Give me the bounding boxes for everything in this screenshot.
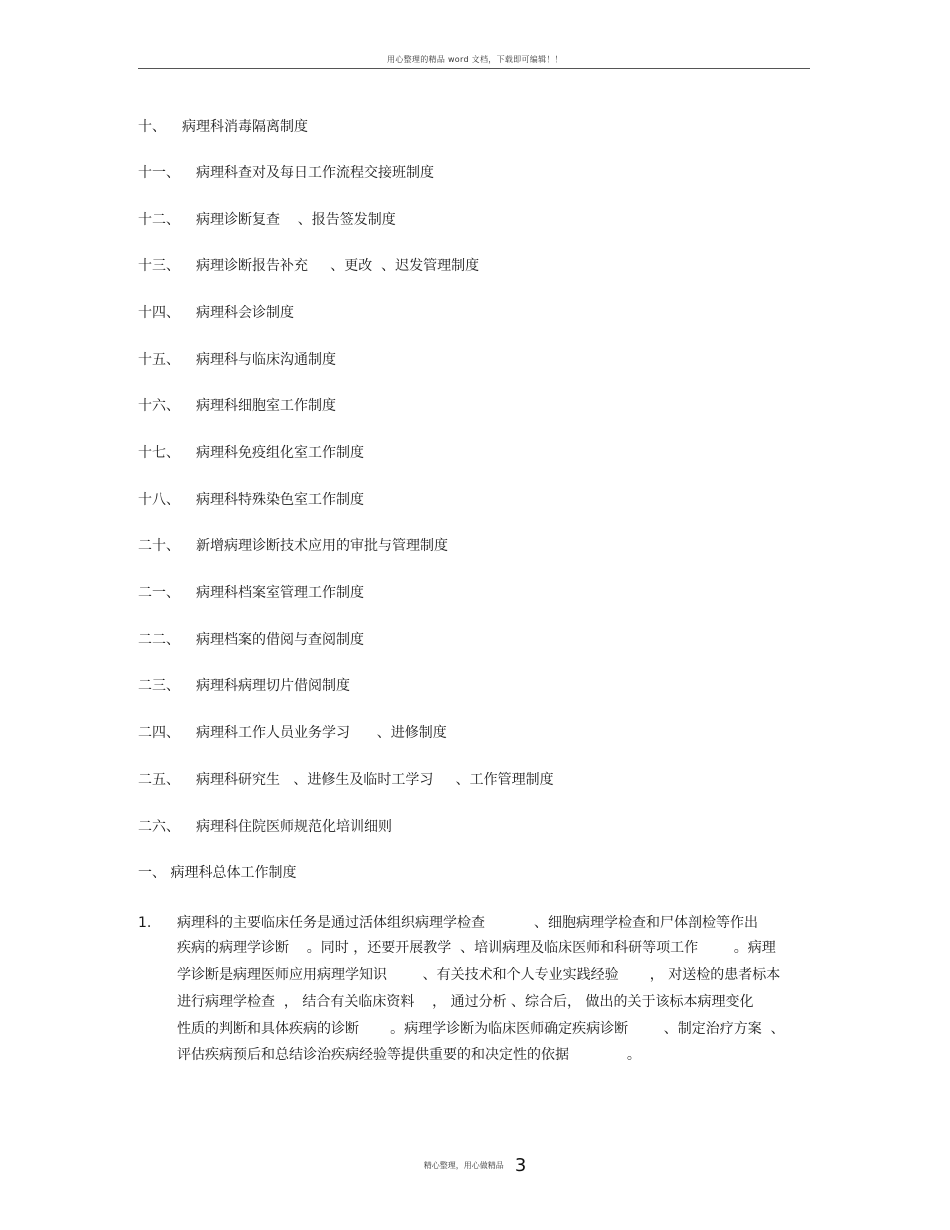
toc-item	[138, 444, 364, 462]
toc-item-number: 十、	[138, 119, 166, 135]
page-footer	[0, 1155, 950, 1176]
toc-item-number: 十七、	[138, 445, 180, 461]
toc-item	[138, 211, 396, 229]
paragraph-line: 进行病理学检查 ， 结合有关临床资料 ， 通过分析 、综合后， 做出的关于该标本病理变化	[177, 994, 754, 1010]
toc-item-number: 十四、	[138, 305, 180, 321]
toc-item-title: 病理科研究生 、进修生及临时工学习 、工作管理制度	[196, 772, 554, 788]
toc-item-number: 十一、	[138, 165, 180, 181]
toc-item-number: 二六、	[138, 819, 180, 835]
paragraph-line: 性质的判断和具体疾病的诊断 。病理学诊断为临床医师确定疾病诊断 、制定治疗方案 、	[177, 1021, 785, 1037]
section-heading: 一、 病理科总体工作制度	[138, 865, 297, 881]
toc-item-number: 十八、	[138, 492, 180, 508]
toc-item-number: 十六、	[138, 398, 180, 414]
toc-item-title: 病理科病理切片借阅制度	[196, 678, 350, 694]
toc-item	[138, 397, 336, 415]
toc-item	[138, 771, 554, 789]
toc-item	[138, 257, 479, 275]
footer-text: 精心整理，用心做精品	[423, 1161, 504, 1170]
toc-item-number: 二四、	[138, 725, 180, 741]
toc-item-number: 二二、	[138, 632, 180, 648]
toc-item-number: 十五、	[138, 352, 180, 368]
toc-item-title: 病理科工作人员业务学习 、进修制度	[196, 725, 447, 741]
toc-item-number: 二三、	[138, 678, 180, 694]
toc-item	[138, 491, 364, 509]
toc-item	[138, 537, 448, 555]
paragraph-number: 1.	[138, 915, 152, 931]
toc-item-title: 病理科会诊制度	[196, 305, 294, 321]
toc-item-title: 病理科特殊染色室工作制度	[196, 492, 364, 508]
toc-item-title: 病理科免疫组化室工作制度	[196, 445, 364, 461]
toc-item-title: 新增病理诊断技术应用的审批与管理制度	[196, 538, 448, 554]
toc-item-title: 病理科消毒隔离制度	[182, 119, 308, 135]
toc-item-title: 病理诊断复查 、报告签发制度	[196, 212, 396, 228]
toc-item-number: 十三、	[138, 258, 180, 274]
paragraph-line: 疾病的病理学诊断 。同时 ，还要开展教学 、培训病理及临床医师和科研等项工作 。病理	[177, 940, 776, 956]
toc-item	[138, 164, 434, 182]
toc-item-title: 病理科档案室管理工作制度	[196, 585, 364, 601]
toc-item	[138, 631, 364, 649]
toc-item	[138, 118, 308, 136]
toc-item	[138, 724, 447, 742]
page-number: 3	[514, 1155, 527, 1176]
toc-item	[138, 818, 392, 836]
header-rule	[138, 68, 810, 69]
paragraph-line: 病理科的主要临床任务是通过活体组织病理学检查 、细胞病理学检查和尸体剖检等作出	[177, 915, 758, 931]
toc-item-title: 病理档案的借阅与查阅制度	[196, 632, 364, 648]
toc-item-title: 病理科查对及每日工作流程交接班制度	[196, 165, 434, 181]
toc-item	[138, 304, 294, 322]
header-text: 用心整理的精品 word 文档，下载即可编辑！！	[387, 55, 563, 64]
paragraph-line: 评估疾病预后和总结诊治疾病经验等提供重要的和决定性的依据 。	[177, 1047, 641, 1063]
toc-item	[138, 584, 364, 602]
toc-item	[138, 351, 336, 369]
toc-item-number: 十二、	[138, 212, 180, 228]
paragraph-line: 学诊断是病理医师应用病理学知识 、有关技术和个人专业实践经验 ， 对送检的患者标本	[177, 967, 781, 983]
toc-item-number: 二五、	[138, 772, 180, 788]
toc-item-number: 二十、	[138, 538, 180, 554]
toc-item-number: 二一、	[138, 585, 180, 601]
toc-item-title: 病理诊断报告补充 、更改 、迟发管理制度	[196, 258, 480, 274]
toc-item-title: 病理科与临床沟通制度	[196, 352, 336, 368]
toc-item	[138, 677, 350, 695]
toc-item-title: 病理科细胞室工作制度	[196, 398, 336, 414]
toc-item-title: 病理科住院医师规范化培训细则	[196, 819, 392, 835]
